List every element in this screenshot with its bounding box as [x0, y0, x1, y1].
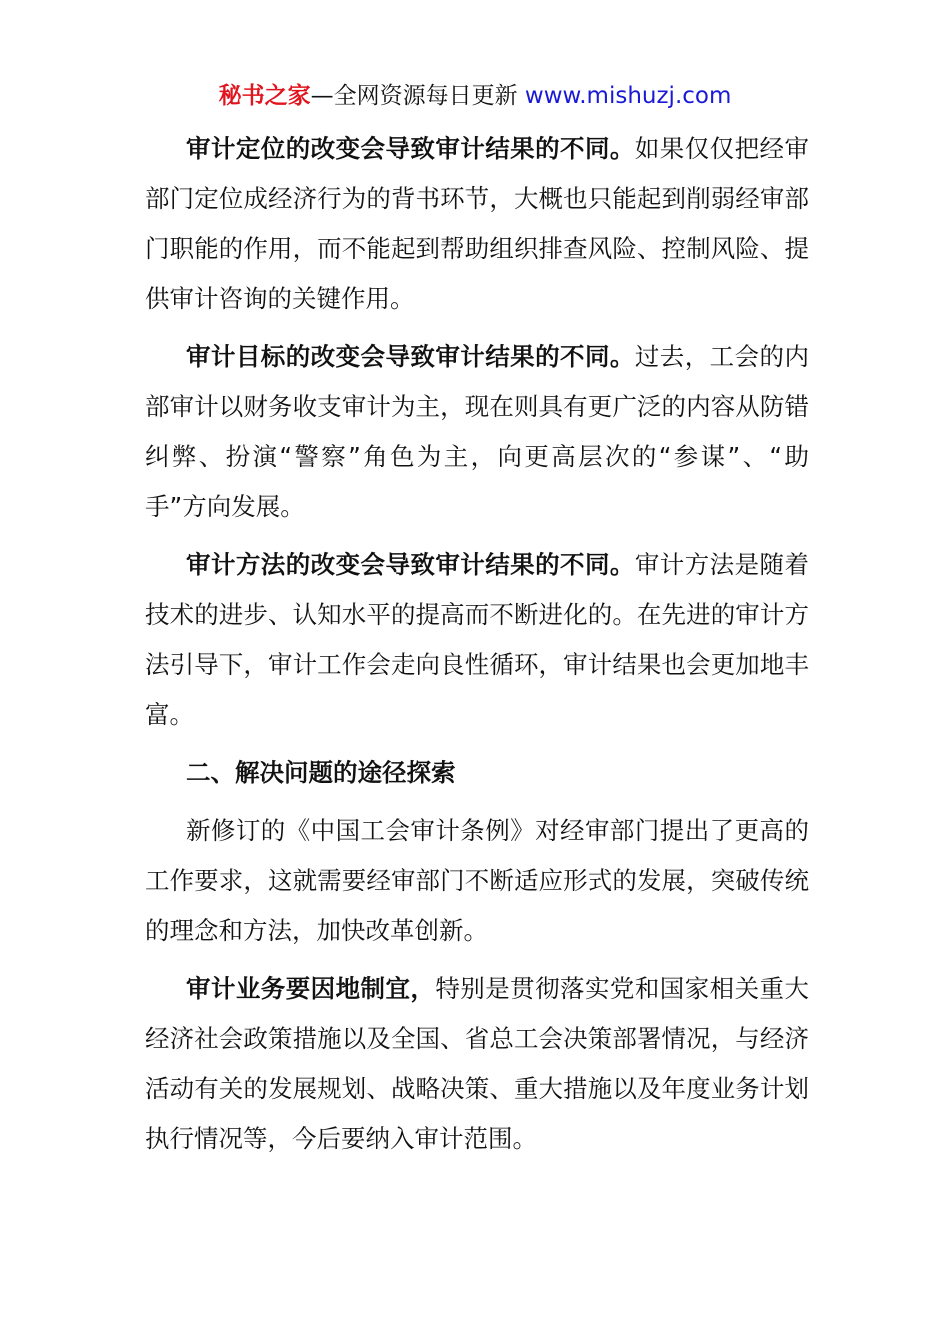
paragraph-lead: 审计方法的改变会导致审计结果的不同。 — [186, 550, 635, 579]
paragraph-text: 特别是贯彻落实党和国家相关重大经济社会政策措施以及全国、省总工会决策部署情况，与经济活动有关的发展规划、战略决策、重大措施以及年度业务计划执行情况等，今后要纳入审计范围。 — [145, 974, 809, 1153]
site-brand: 秘书之家 — [218, 83, 311, 109]
paragraph-audit-method — [145, 540, 809, 740]
paragraph-audit-business — [145, 964, 809, 1164]
paragraph-lead: 审计业务要因地制宜， — [186, 974, 436, 1003]
paragraph-lead: 审计定位的改变会导致审计结果的不同。 — [186, 134, 635, 163]
paragraph-intro: 新修订的《中国工会审计条例》对经审部门提出了更高的工作要求，这就需要经审部门不断适应形式的发展，突破传统的理念和方法，加快改革创新。 — [145, 816, 809, 945]
paragraph-audit-objective — [145, 332, 809, 532]
paragraph-audit-positioning — [145, 124, 809, 324]
site-url-link[interactable]: www.mishuzj.com — [524, 83, 732, 109]
paragraph-text: 过去，工会的内部审计以财务收支审计为主，现在则具有更广泛的内容从防错纠弊、扮演“警察”角色为主，向更高层次的“参谋”、“助手”方向发展。 — [145, 342, 809, 521]
section-heading: 二、解决问题的途径探索 — [186, 758, 456, 787]
paragraph-text: 审计方法是随着技术的进步、认知水平的提高而不断进化的。在先进的审计方法引导下，审计工作会走向良性循环，审计结果也会更加地丰富。 — [145, 550, 809, 729]
site-header — [0, 80, 950, 112]
document-body — [145, 124, 809, 1172]
paragraph-text: 如果仅仅把经审部门定位成经济行为的背书环节，大概也只能起到削弱经审部门职能的作用，而不能起到帮助组织排查风险、控制风险、提供审计咨询的关键作用。 — [145, 134, 809, 313]
paragraph-lead: 审计目标的改变会导致审计结果的不同。 — [186, 342, 635, 371]
site-tagline: —全网资源每日更新 — [310, 83, 525, 109]
